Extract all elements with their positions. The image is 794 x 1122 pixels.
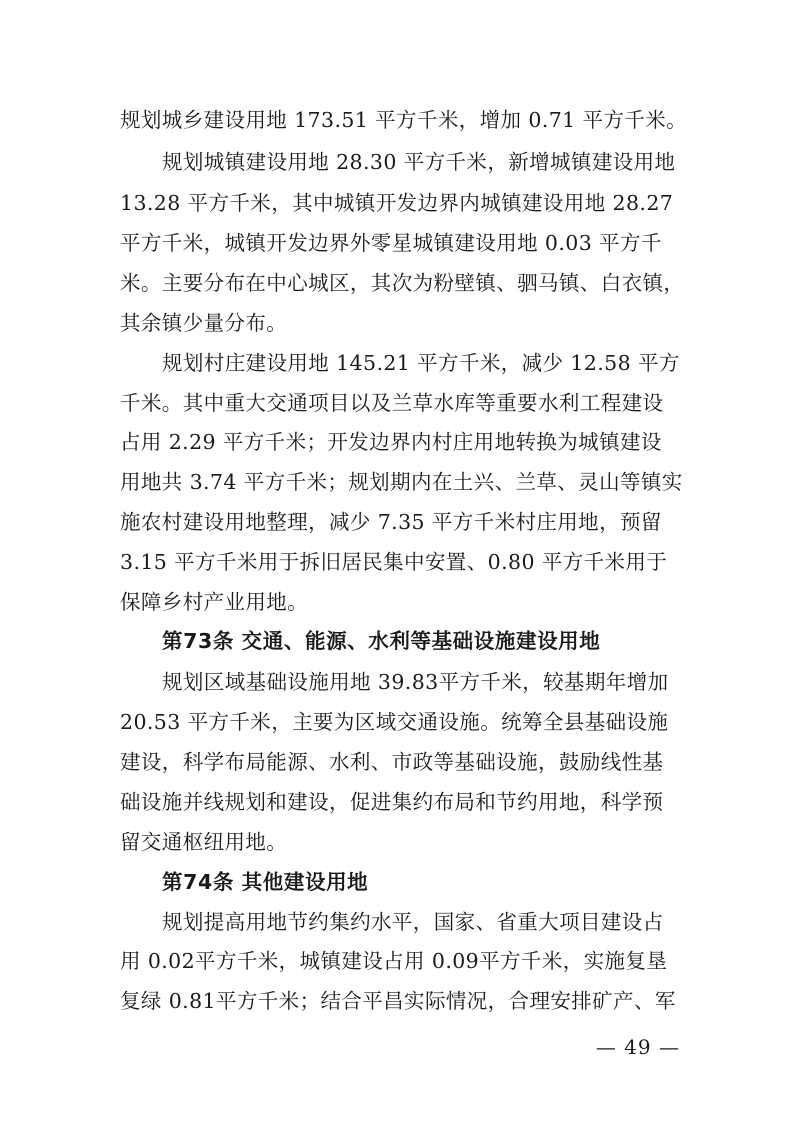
body-line-19: 留交通枢纽用地。 (120, 830, 288, 854)
body-line-22: 用 0.02平方千米，城镇建设占用 0.09平方千米，实施复垦 (120, 949, 668, 973)
body-line-15: 规划区域基础设施用地 39.83平方千米，较基期年增加 (162, 670, 669, 694)
body-line-11: 施农村建设用地整理，减少 7.35 平方千米村庄用地，预留 (120, 510, 662, 534)
body-line-10: 用地共 3.74 平方千米；规划期内在土兴、兰草、灵山等镇实 (120, 470, 683, 494)
body-line-23: 复绿 0.81平方千米；结合平昌实际情况，合理安排矿产、军 (120, 989, 676, 1013)
body-line-6: 其余镇少量分布。 (120, 311, 288, 335)
body-line-9: 占用 2.29 平方千米；开发边界内村庄用地转换为城镇建设 (120, 430, 662, 454)
page-number: — 49 — (595, 1035, 680, 1059)
section-heading-74: 第74条 其他建设用地 (162, 870, 369, 894)
body-line-1: 规划城乡建设用地 173.51 平方千米，增加 0.71 平方千米。 (120, 108, 688, 132)
body-line-2: 规划城镇建设用地 28.30 平方千米，新增城镇建设用地 (162, 150, 676, 174)
body-line-4: 平方千米，城镇开发边界外零星城镇建设用地 0.03 平方千 (120, 231, 662, 255)
body-line-8: 千米。其中重大交通项目以及兰草水库等重要水利工程建设 (120, 391, 664, 415)
body-line-17: 建设，科学布局能源、水利、市政等基础设施，鼓励线性基 (120, 750, 664, 774)
body-line-21: 规划提高用地节约集约水平，国家、省重大项目建设占 (162, 910, 664, 934)
body-line-7: 规划村庄建设用地 145.21 平方千米，减少 12.58 平方 (162, 351, 680, 375)
body-line-16: 20.53 平方千米，主要为区域交通设施。统筹全县基础设施 (120, 710, 669, 734)
body-line-3: 13.28 平方千米，其中城镇开发边界内城镇建设用地 28.27 (120, 191, 674, 215)
body-line-5: 米。主要分布在中心城区，其次为粉壁镇、驷马镇、白衣镇， (120, 271, 685, 295)
body-line-13: 保障乡村产业用地。 (120, 590, 309, 614)
body-line-18: 础设施并线规划和建设，促进集约布局和节约用地，科学预 (120, 790, 664, 814)
section-heading-73: 第73条 交通、能源、水利等基础设施建设用地 (162, 629, 601, 653)
body-line-12: 3.15 平方千米用于拆旧居民集中安置、0.80 平方千米用于 (120, 550, 668, 574)
